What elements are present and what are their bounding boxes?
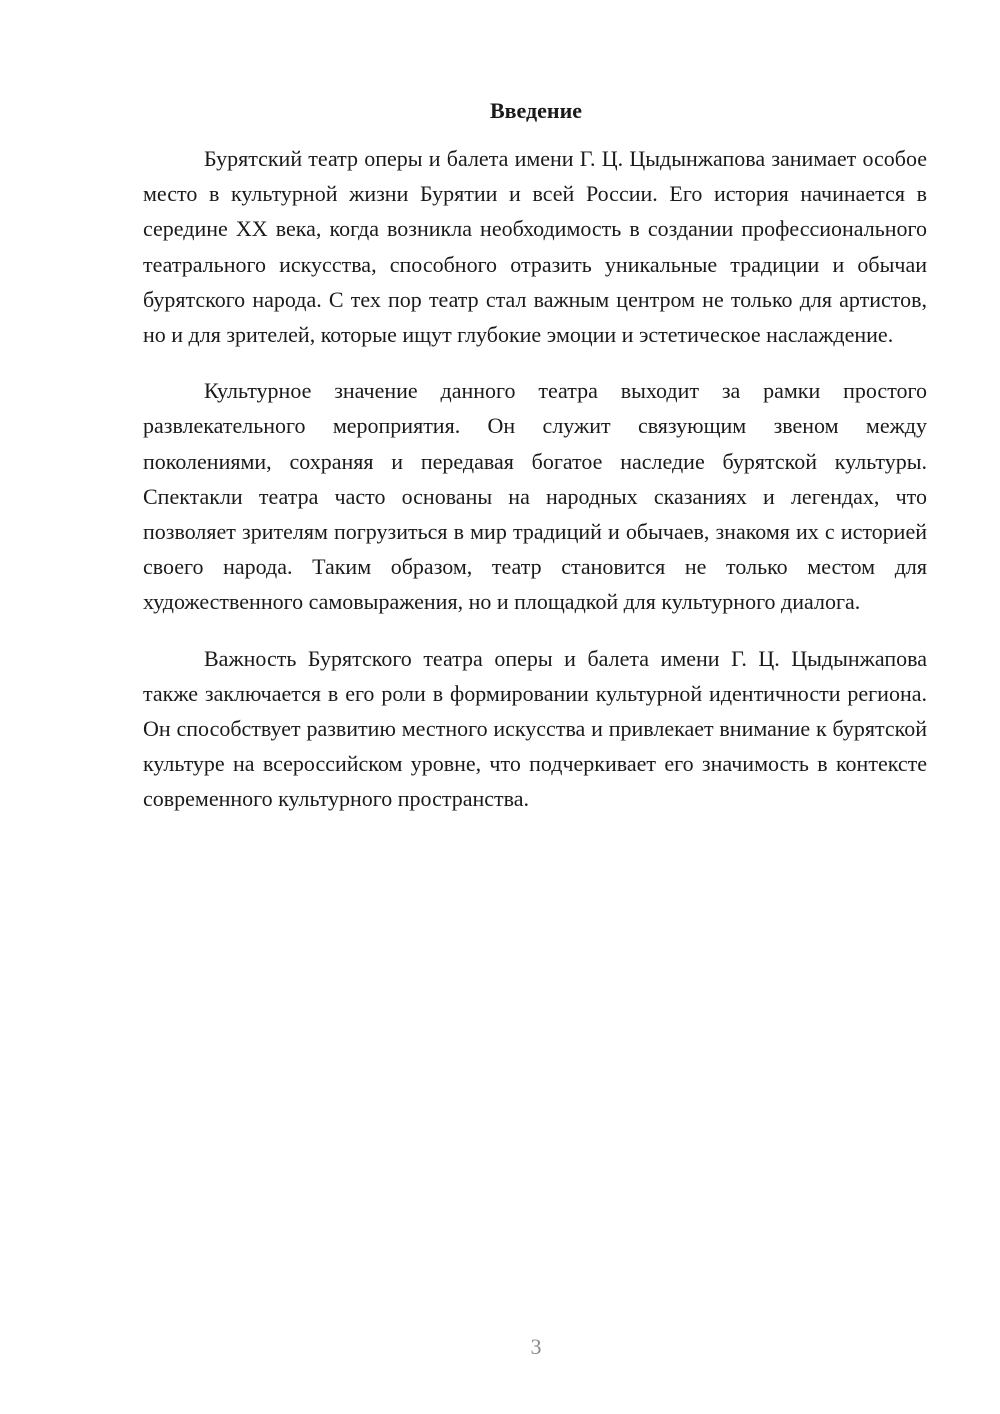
section-heading: Введение (489, 98, 583, 123)
body-text (143, 141, 927, 838)
paragraph-3: Важность Бурятского театра оперы и балета имени Г. Ц. Цыдынжапова также заключается в его роли в формировании культурной идентичности региона. Он способствует развитию местного искусства и привлекает внимание к бурятской культуре на всероссийском уровне, что подчеркивает его значимость в контексте современного культурного пространства. (143, 645, 927, 812)
paragraph-2: Культурное значение данного театра выходит за рамки простого развлекательного мероприятия. Он служит связующим звеном между поколениями, сохраняя и передавая богатое наследие бурятской культуры. Спектакли театра часто основаны на народных сказаниях и легендах, что позволяет зрителям погрузиться в мир традиций и обычаев, знакомя их с историей своего народа. Таким образом, театр становится не только местом для художественного самовыражения, но и площадкой для культурного диалога. (143, 378, 927, 615)
page-number: 3 (530, 1334, 542, 1359)
paragraph-1: Бурятский театр оперы и балета имени Г. Ц. Цыдынжапова занимает особое место в культурной жизни Бурятии и всей России. Его история начинается в середине XX века, когда возникла необходимость в создании профессионального театрального искусства, способного отразить уникальные традиции и обычаи бурятского народа. С тех пор театр стал важным центром не только для артистов, но и для зрителей, которые ищут глубокие эмоции и эстетическое наслаждение. (143, 146, 927, 348)
